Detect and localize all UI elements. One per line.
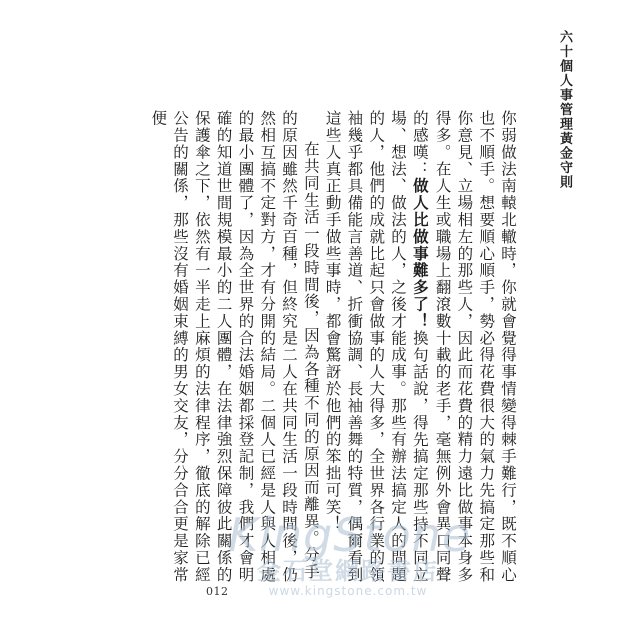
paragraph-2: 在共同生活一段時間後，因為各種不同的原因而離異。分手的原因雖然千奇百種，但終究是二人在共同生活一段時間後，仍然相互搞不定對方，才有分開的結局。二個人已經是人與人相處的最小團體了，因為全世界的合法婚姻都採登記制，我們才會明確的知道世間規模最小的二人團體，在法律強烈保障彼此關係的保護傘之下，依然有一半走上麻煩的法律程序，徹底的解除已經公告的關係，那些沒有婚姻束縛的男女交友，分分合合更是家常便 bbox=[149, 110, 320, 584]
paragraph-1-start: 你弱做法南轅北轍時，你就會覺得事情變得棘手難行，既不順心也不順手。想要順心順手，勢必得花費很大的氣力先搞定那些和你意見、立場相左的那些人，因此而花費的精力遠比做事本身多得多。在人生或職場上翻滾數十載的老手，毫無例外會異口同聲的感嘆： bbox=[410, 110, 517, 584]
paragraph-1 bbox=[321, 110, 518, 590]
page-number: 012 bbox=[206, 585, 229, 598]
running-head-title: 六十個人事管理黃金守則 bbox=[557, 30, 572, 190]
watermark-chinese-name: 金石堂網路書店 bbox=[257, 556, 439, 585]
watermark-logo: KingStone bbox=[228, 508, 472, 562]
watermark-url: www.kingstone.com.tw bbox=[268, 584, 428, 598]
body-text bbox=[148, 110, 518, 590]
paragraph-1-end: 換句話說，得先搞定那些持不同立場、想法、做法的人，之後才能成事。那些有辦法搞定人的問題的人，他們的成就比起只會做事的人大得多，全世界各行業的領袖幾乎都具備能言善道、折衝協調、長袖善舞的特質，偶爾看到這些人真正動手做些事時，都會驚訝於他們的笨拙可笑！ bbox=[323, 110, 429, 584]
emphasis-text: 做人比做事難多了！ bbox=[410, 177, 430, 330]
